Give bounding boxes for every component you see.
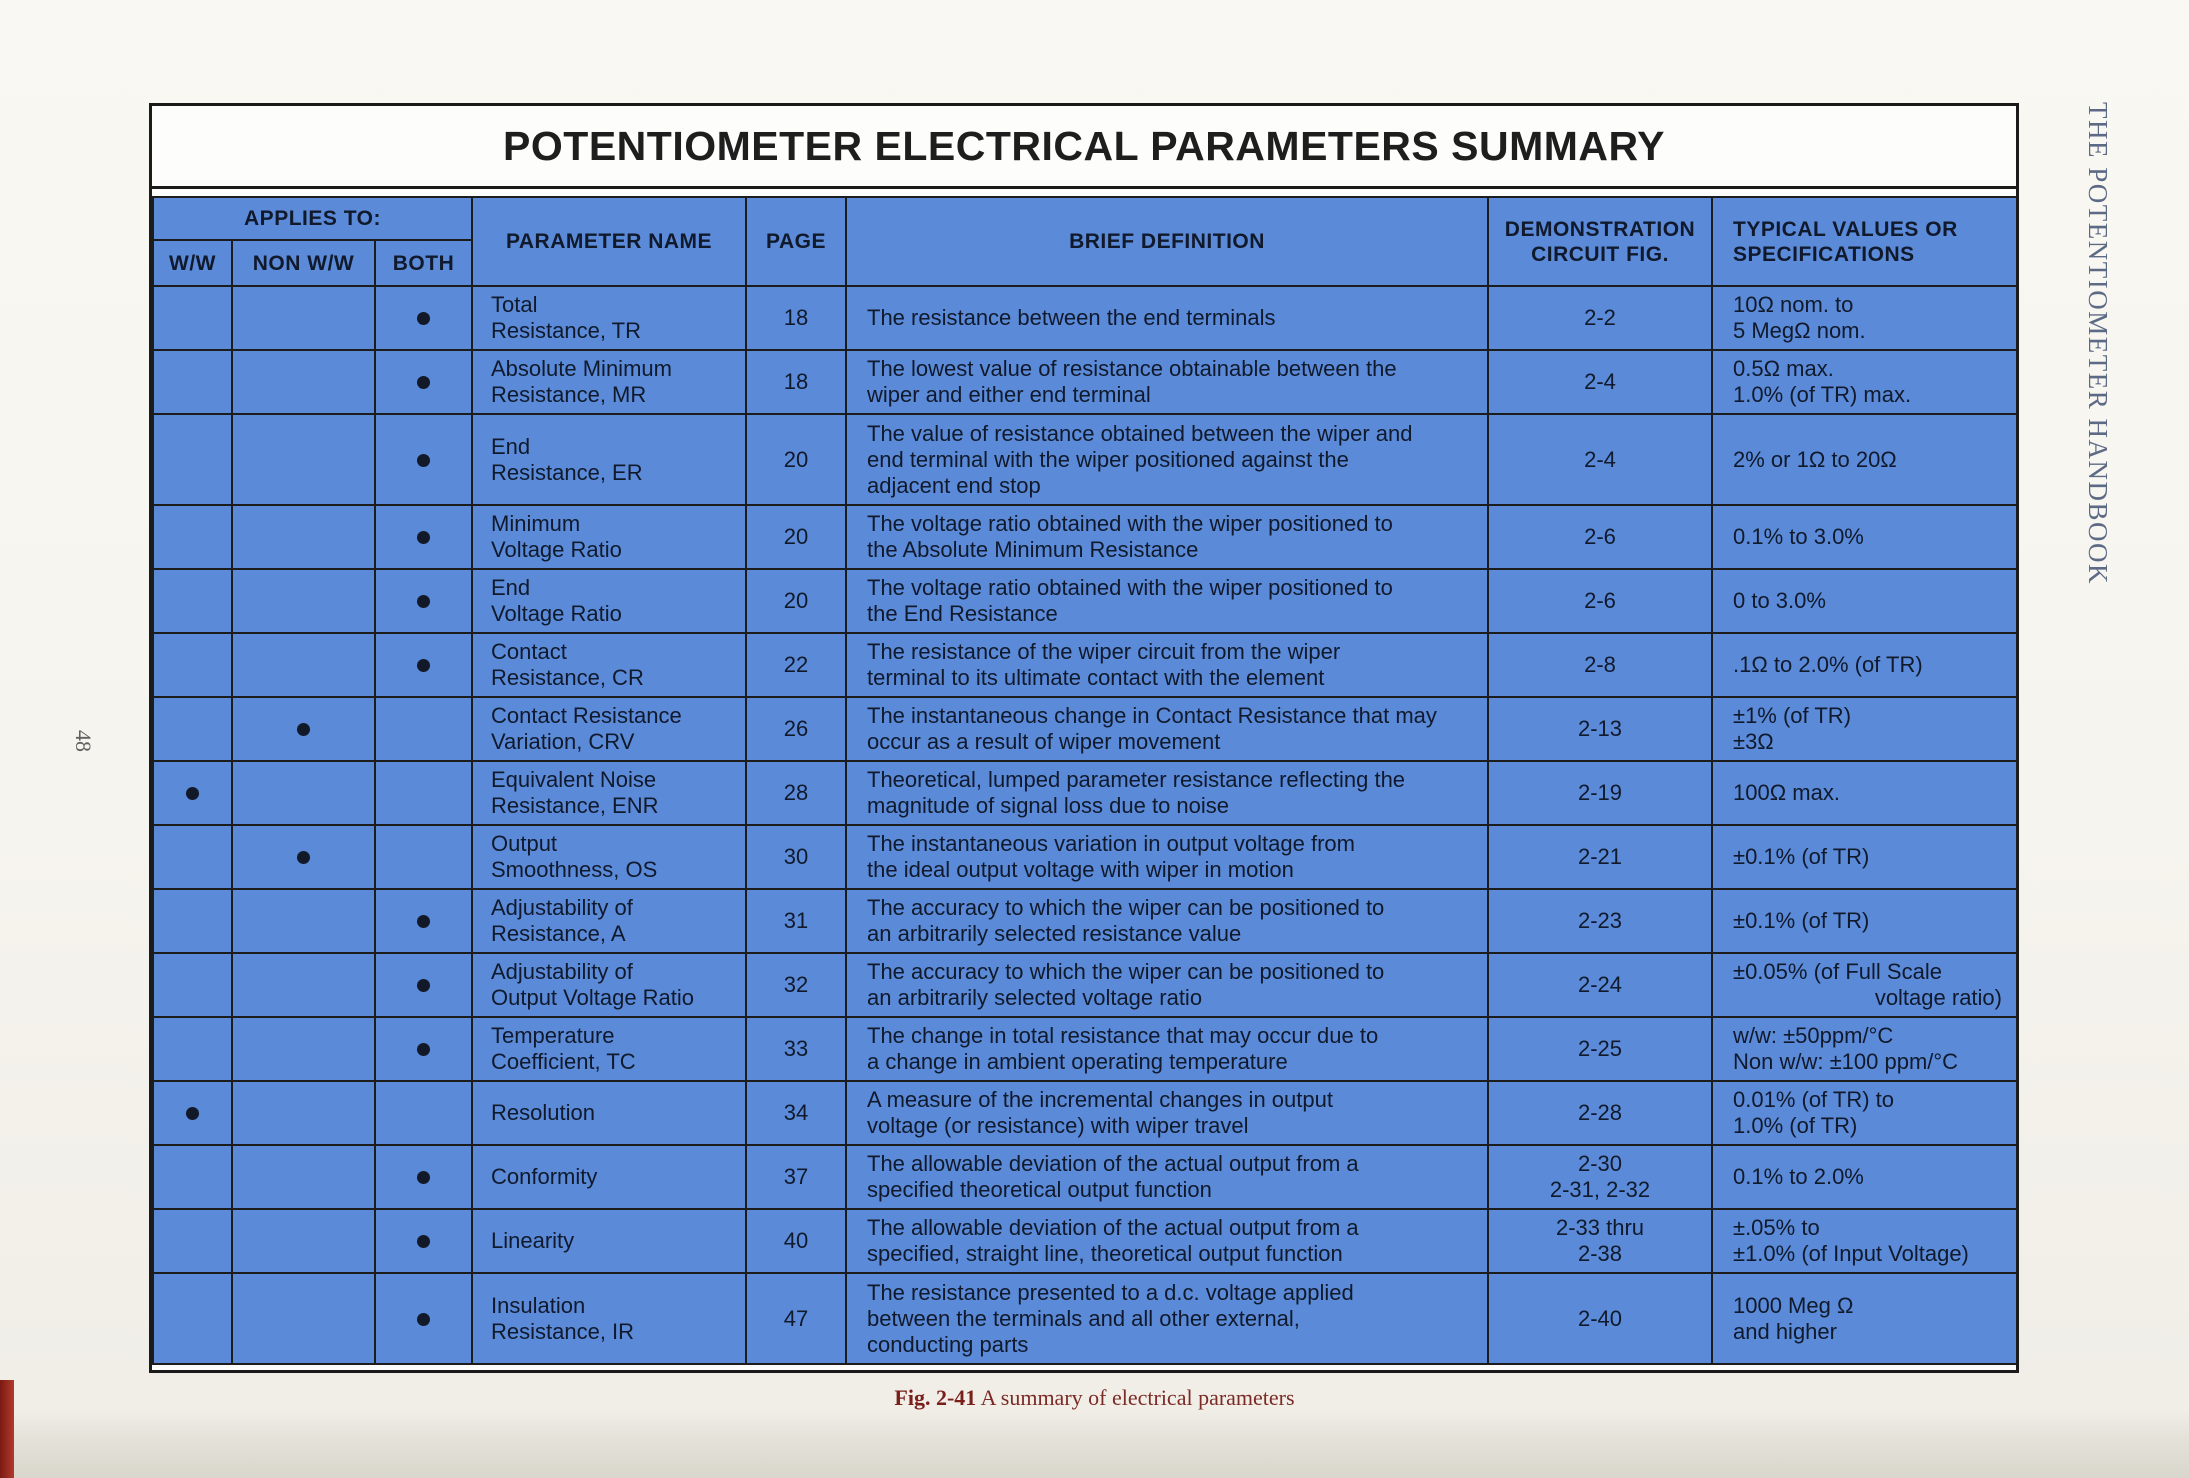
definition-line: the Absolute Minimum Resistance: [867, 537, 1199, 562]
applies-nonww-cell: [232, 414, 375, 505]
applies-marker-dot: [417, 595, 430, 608]
typical-value-line: ±.05% to: [1733, 1215, 1820, 1240]
parameter-name-cell: [472, 414, 746, 505]
applies-ww-cell: [153, 569, 232, 633]
parameter-name-line: Resistance, MR: [491, 382, 647, 407]
parameter-name-line: Resistance, ENR: [491, 793, 659, 818]
applies-nonww-cell: [232, 761, 375, 825]
demo-circuit-line: 2-25: [1577, 1036, 1623, 1061]
typical-value-line: 0.5Ω max.: [1733, 356, 1834, 381]
definition-line: an arbitrarily selected resistance value: [867, 921, 1242, 946]
typical-value-line: and higher: [1733, 1318, 1837, 1344]
demo-circuit-line: 2-13: [1577, 716, 1623, 741]
applies-both-cell: [375, 825, 472, 889]
figure-caption-text: A summary of electrical parameters: [980, 1385, 1295, 1410]
typical-value-line: 5 MegΩ nom.: [1733, 318, 1866, 343]
demo-circuit-header: DEMONSTRATION CIRCUIT FIG.: [1488, 197, 1712, 286]
page-cell: 30: [746, 825, 846, 889]
parameter-name-cell: [472, 953, 746, 1017]
applies-ww-cell: [153, 953, 232, 1017]
table-row: [153, 761, 2017, 825]
demo-circuit-line: 2-8: [1584, 652, 1616, 677]
definition-line: end terminal with the wiper positioned against the: [867, 446, 1349, 472]
page-cell: 18: [746, 350, 846, 414]
parameter-name-cell: [472, 889, 746, 953]
applies-nonww-cell: [232, 569, 375, 633]
both-header: BOTH: [375, 240, 472, 286]
parameter-name-line: Insulation: [491, 1292, 586, 1318]
demo-circuit-line: 2-30: [1577, 1151, 1623, 1176]
parameter-name-cell: [472, 1273, 746, 1364]
applies-both-cell: [375, 1081, 472, 1145]
typical-value-line: 0.1% to 2.0%: [1733, 1164, 1864, 1189]
page-cell: 40: [746, 1209, 846, 1273]
figure-number: Fig. 2-41: [894, 1385, 977, 1410]
page-header: PAGE: [746, 197, 846, 286]
definition-cell: [846, 1017, 1488, 1081]
demo-circuit-cell: [1488, 889, 1712, 953]
applies-marker-dot: [417, 1235, 430, 1248]
parameter-name-cell: [472, 1209, 746, 1273]
parameter-name-cell: [472, 633, 746, 697]
typical-value-cell: [1712, 1145, 2017, 1209]
applies-both-cell: [375, 953, 472, 1017]
applies-both-cell: [375, 350, 472, 414]
typical-value-line: 10Ω nom. to: [1733, 292, 1854, 317]
demo-circuit-cell: [1488, 633, 1712, 697]
applies-nonww-cell: [232, 1273, 375, 1364]
table-row: [153, 505, 2017, 569]
applies-ww-cell: [153, 350, 232, 414]
demo-circuit-line: 2-31, 2-32: [1549, 1177, 1651, 1202]
typical-value-cell: [1712, 1017, 2017, 1081]
parameter-name-cell: [472, 286, 746, 350]
table-row: [153, 1273, 2017, 1364]
applies-both-cell: [375, 633, 472, 697]
parameter-name-line: Adjustability of: [491, 959, 633, 984]
typical-value-cell: [1712, 1209, 2017, 1273]
demo-circuit-line: 2-19: [1577, 780, 1623, 805]
table-row: [153, 414, 2017, 505]
applies-marker-dot: [417, 1171, 430, 1184]
applies-nonww-cell: [232, 1145, 375, 1209]
typical-value-cell: [1712, 1273, 2017, 1364]
parameter-name-line: Contact Resistance: [491, 703, 682, 728]
parameter-name-cell: [472, 505, 746, 569]
page-cell: 32: [746, 953, 846, 1017]
parameter-name-cell: [472, 1081, 746, 1145]
typical-value-cell: [1712, 505, 2017, 569]
table-row: [153, 569, 2017, 633]
demo-circuit-cell: [1488, 1081, 1712, 1145]
definition-line: specified, straight line, theoretical output function: [867, 1241, 1343, 1266]
applies-marker-dot: [417, 376, 430, 389]
applies-both-cell: [375, 1273, 472, 1364]
definition-line: The resistance between the end terminals: [867, 305, 1276, 330]
handbook-side-title: THE POTENTIOMETER HANDBOOK: [2083, 102, 2113, 585]
typical-value-line: ±1% (of TR): [1733, 703, 1852, 728]
parameter-name-line: Voltage Ratio: [491, 601, 622, 626]
demo-circuit-line: 2-28: [1577, 1100, 1623, 1125]
demo-circuit-line: 2-33 thru: [1555, 1215, 1645, 1240]
typical-value-line: ±0.05% (of Full Scale: [1733, 959, 1942, 984]
table-row: [153, 953, 2017, 1017]
applies-marker-dot: [417, 531, 430, 544]
definition-line: a change in ambient operating temperature: [867, 1049, 1288, 1074]
typical-value-line: 1000 Meg Ω: [1733, 1292, 1854, 1318]
typical-value-cell: [1712, 889, 2017, 953]
parameter-name-header: PARAMETER NAME: [472, 197, 746, 286]
demo-circuit-cell: [1488, 505, 1712, 569]
definition-cell: [846, 569, 1488, 633]
definition-cell: [846, 1081, 1488, 1145]
applies-ww-cell: [153, 889, 232, 953]
parameter-name-line: Resistance, ER: [491, 459, 643, 485]
summary-table-frame: [149, 103, 2019, 1373]
applies-ww-cell: [153, 697, 232, 761]
definition-cell: [846, 350, 1488, 414]
definition-cell: [846, 1209, 1488, 1273]
parameter-name-line: Variation, CRV: [491, 729, 635, 754]
typical-value-line: w/w: ±50ppm/°C: [1733, 1023, 1894, 1048]
page-title: POTENTIOMETER ELECTRICAL PARAMETERS SUMMARY: [503, 122, 1665, 169]
definition-line: The voltage ratio obtained with the wiper positioned to: [867, 511, 1393, 536]
definition-line: The instantaneous change in Contact Resistance that may: [867, 703, 1437, 728]
demo-circuit-cell: [1488, 286, 1712, 350]
typical-value-line: ±0.1% (of TR): [1733, 844, 1870, 869]
typical-value-line: 0 to 3.0%: [1733, 588, 1826, 613]
typical-value-cell: [1712, 825, 2017, 889]
typical-value-cell: [1712, 286, 2017, 350]
demo-circuit-line: 2-24: [1577, 972, 1623, 997]
demo-circuit-line: 2-23: [1577, 908, 1623, 933]
definition-line: A measure of the incremental changes in output: [867, 1087, 1333, 1112]
page-cell: 37: [746, 1145, 846, 1209]
table-row: [153, 633, 2017, 697]
applies-ww-cell: [153, 286, 232, 350]
page-cell: 22: [746, 633, 846, 697]
definition-line: occur as a result of wiper movement: [867, 729, 1221, 754]
demo-circuit-cell: [1488, 1145, 1712, 1209]
applies-nonww-cell: [232, 825, 375, 889]
parameter-name-cell: [472, 1017, 746, 1081]
applies-marker-dot: [186, 1107, 199, 1120]
applies-ww-cell: [153, 1145, 232, 1209]
demo-circuit-line: 2-38: [1577, 1241, 1623, 1266]
applies-both-cell: [375, 569, 472, 633]
page-cell: 47: [746, 1273, 846, 1364]
parameter-name-line: Total: [491, 292, 538, 317]
applies-ww-cell: [153, 1081, 232, 1145]
applies-both-cell: [375, 414, 472, 505]
definition-cell: [846, 505, 1488, 569]
parameter-name-line: Resistance, A: [491, 921, 626, 946]
definition-line: magnitude of signal loss due to noise: [867, 793, 1230, 818]
definition-cell: [846, 286, 1488, 350]
parameter-name-cell: [472, 1145, 746, 1209]
typical-value-cell: [1712, 569, 2017, 633]
applies-both-cell: [375, 1209, 472, 1273]
parameter-name-cell: [472, 697, 746, 761]
demo-circuit-cell: [1488, 761, 1712, 825]
applies-marker-dot: [417, 1313, 430, 1326]
parameter-name-cell: [472, 569, 746, 633]
applies-marker-dot: [417, 1043, 430, 1056]
demo-circuit-cell: [1488, 414, 1712, 505]
parameter-name-line: Temperature: [491, 1023, 615, 1048]
page-cell: 33: [746, 1017, 846, 1081]
table-row: [153, 697, 2017, 761]
parameter-name-line: Linearity: [491, 1228, 575, 1253]
applies-marker-dot: [186, 787, 199, 800]
applies-nonww-cell: [232, 889, 375, 953]
definition-cell: [846, 761, 1488, 825]
page-cell: 34: [746, 1081, 846, 1145]
definition-line: The change in total resistance that may occur due to: [867, 1023, 1379, 1048]
definition-line: between the terminals and all other external,: [867, 1305, 1300, 1331]
typical-value-line: 1.0% (of TR): [1733, 1113, 1858, 1138]
table-row: [153, 825, 2017, 889]
parameter-name-cell: [472, 825, 746, 889]
definition-cell: [846, 1145, 1488, 1209]
applies-both-cell: [375, 286, 472, 350]
typical-value-line: voltage ratio): [1874, 985, 2002, 1010]
definition-line: an arbitrarily selected voltage ratio: [867, 985, 1203, 1010]
parameter-name-line: Smoothness, OS: [491, 857, 658, 882]
demo-circuit-cell: [1488, 825, 1712, 889]
page-cell: 26: [746, 697, 846, 761]
definition-line: The value of resistance obtained between the wiper and: [867, 420, 1413, 446]
definition-cell: [846, 1273, 1488, 1364]
applies-nonww-cell: [232, 286, 375, 350]
applies-ww-cell: [153, 505, 232, 569]
parameter-name-line: End: [491, 575, 531, 600]
parameter-name-line: Adjustability of: [491, 895, 633, 920]
typical-value-line: Non w/w: ±100 ppm/°C: [1733, 1049, 1959, 1074]
typical-value-cell: [1712, 953, 2017, 1017]
applies-nonww-cell: [232, 1081, 375, 1145]
definition-cell: [846, 825, 1488, 889]
typical-value-cell: [1712, 414, 2017, 505]
parameter-name-cell: [472, 350, 746, 414]
parameter-name-line: Coefficient, TC: [491, 1049, 636, 1074]
applies-ww-cell: [153, 1017, 232, 1081]
applies-ww-cell: [153, 1209, 232, 1273]
definition-line: conducting parts: [867, 1331, 1029, 1357]
definition-cell: [846, 414, 1488, 505]
parameter-name-line: Equivalent Noise: [491, 767, 657, 792]
demo-circuit-cell: [1488, 569, 1712, 633]
page-cell: 18: [746, 286, 846, 350]
definition-line: The instantaneous variation in output voltage from: [867, 831, 1355, 856]
definition-line: Theoretical, lumped parameter resistance reflecting the: [867, 767, 1406, 792]
typical-value-line: 0.01% (of TR) to: [1733, 1087, 1894, 1112]
applies-marker-dot: [417, 312, 430, 325]
applies-both-cell: [375, 1145, 472, 1209]
typical-value-line: .1Ω to 2.0% (of TR): [1733, 652, 1923, 677]
typical-value-cell: [1712, 1081, 2017, 1145]
applies-ww-cell: [153, 633, 232, 697]
definition-cell: [846, 633, 1488, 697]
applies-nonww-cell: [232, 1209, 375, 1273]
applies-marker-dot: [417, 915, 430, 928]
applies-ww-cell: [153, 1273, 232, 1364]
table-row: [153, 350, 2017, 414]
page-cell: 20: [746, 569, 846, 633]
definition-cell: [846, 953, 1488, 1017]
typical-value-cell: [1712, 761, 2017, 825]
typical-value-cell: [1712, 633, 2017, 697]
applies-both-cell: [375, 505, 472, 569]
applies-marker-dot: [297, 723, 310, 736]
parameter-name-line: Minimum: [491, 511, 581, 536]
demo-circuit-line: 2-21: [1577, 844, 1623, 869]
table-row: [153, 1209, 2017, 1273]
parameter-name-line: Resistance, IR: [491, 1318, 635, 1344]
applies-nonww-cell: [232, 350, 375, 414]
typical-value-line: 1.0% (of TR) max.: [1733, 382, 1912, 407]
typical-value-cell: [1712, 697, 2017, 761]
demo-circuit-cell: [1488, 1209, 1712, 1273]
applies-both-cell: [375, 697, 472, 761]
page-cell: 20: [746, 414, 846, 505]
parameter-name-line: Absolute Minimum: [491, 356, 672, 381]
definition-line: The allowable deviation of the actual output from a: [867, 1215, 1359, 1240]
demo-circuit-cell: [1488, 350, 1712, 414]
demo-circuit-line: 2-6: [1584, 524, 1616, 549]
demo-circuit-cell: [1488, 953, 1712, 1017]
typical-value-line: 100Ω max.: [1733, 780, 1840, 805]
applies-ww-cell: [153, 825, 232, 889]
table-row: [153, 889, 2017, 953]
typical-value-line: ±3Ω: [1733, 729, 1774, 754]
definition-cell: [846, 889, 1488, 953]
definition-line: the ideal output voltage with wiper in motion: [867, 857, 1294, 882]
definition-line: wiper and either end terminal: [867, 382, 1151, 407]
applies-both-cell: [375, 1017, 472, 1081]
parameter-name-line: End: [491, 433, 531, 459]
definition-line: The accuracy to which the wiper can be positioned to: [867, 895, 1385, 920]
parameter-name-cell: [472, 761, 746, 825]
applies-ww-cell: [153, 761, 232, 825]
applies-marker-dot: [297, 851, 310, 864]
applies-both-cell: [375, 889, 472, 953]
applies-ww-cell: [153, 414, 232, 505]
demo-circuit-cell: [1488, 1017, 1712, 1081]
demo-circuit-line: 2-2: [1584, 305, 1616, 330]
definition-line: The resistance of the wiper circuit from the wiper: [867, 639, 1341, 664]
definition-line: adjacent end stop: [867, 472, 1041, 498]
typical-value-line: ±0.1% (of TR): [1733, 908, 1870, 933]
parameter-name-line: Conformity: [491, 1164, 598, 1189]
demo-circuit-line: 2-4: [1584, 369, 1616, 394]
typical-values-header: TYPICAL VALUES OR SPECIFICATIONS: [1712, 197, 2017, 286]
parameter-name-line: Resistance, CR: [491, 665, 644, 690]
demo-circuit-line: 2-6: [1584, 588, 1616, 613]
page-number: 48: [71, 730, 96, 752]
applies-nonww-cell: [232, 1017, 375, 1081]
applies-nonww-cell: [232, 633, 375, 697]
non-ww-header: NON W/W: [232, 240, 375, 286]
definition-line: The accuracy to which the wiper can be positioned to: [867, 959, 1385, 984]
definition-cell: [846, 697, 1488, 761]
definition-line: The allowable deviation of the actual output from a: [867, 1151, 1359, 1176]
figure-caption: [0, 1385, 2189, 1411]
definition-line: The lowest value of resistance obtainable between the: [867, 356, 1397, 381]
typical-value-line: ±1.0% (of Input Voltage): [1733, 1241, 1969, 1266]
page-cell: 28: [746, 761, 846, 825]
table-row: [153, 286, 2017, 350]
page-gutter-shadow: [0, 1410, 2189, 1478]
parameters-table-body: [153, 286, 2017, 1364]
table-row: [153, 1017, 2017, 1081]
ww-header: W/W: [153, 240, 232, 286]
applies-marker-dot: [417, 659, 430, 672]
demo-circuit-cell: [1488, 1273, 1712, 1364]
parameter-name-line: Resolution: [491, 1100, 595, 1125]
definition-line: the End Resistance: [867, 601, 1058, 626]
parameters-table: [152, 196, 2018, 1365]
typical-value-cell: [1712, 350, 2017, 414]
applies-nonww-cell: [232, 697, 375, 761]
applies-nonww-cell: [232, 953, 375, 1017]
page-cell: 20: [746, 505, 846, 569]
brief-definition-header: BRIEF DEFINITION: [846, 197, 1488, 286]
typical-value-line: 0.1% to 3.0%: [1733, 524, 1864, 549]
parameter-name-line: Resistance, TR: [491, 318, 641, 343]
parameter-name-line: Voltage Ratio: [491, 537, 622, 562]
title-bar: [152, 106, 2016, 189]
parameter-name-line: Output: [491, 831, 558, 856]
demo-circuit-line: 2-40: [1577, 1305, 1623, 1331]
applies-marker-dot: [417, 454, 430, 467]
demo-circuit-line: 2-4: [1584, 446, 1616, 472]
applies-marker-dot: [417, 979, 430, 992]
definition-line: specified theoretical output function: [867, 1177, 1212, 1202]
parameter-name-line: Contact: [491, 639, 567, 664]
parameter-name-line: Output Voltage Ratio: [491, 985, 695, 1010]
applies-to-header: APPLIES TO:: [153, 197, 472, 240]
definition-line: The voltage ratio obtained with the wiper positioned to: [867, 575, 1393, 600]
table-row: [153, 1145, 2017, 1209]
demo-circuit-cell: [1488, 697, 1712, 761]
definition-line: terminal to its ultimate contact with the element: [867, 665, 1325, 690]
definition-line: voltage (or resistance) with wiper travel: [867, 1113, 1249, 1138]
applies-nonww-cell: [232, 505, 375, 569]
page-cell: 31: [746, 889, 846, 953]
definition-line: The resistance presented to a d.c. voltage applied: [867, 1279, 1354, 1305]
typical-value-line: 2% or 1Ω to 20Ω: [1733, 446, 1897, 472]
table-row: [153, 1081, 2017, 1145]
applies-both-cell: [375, 761, 472, 825]
